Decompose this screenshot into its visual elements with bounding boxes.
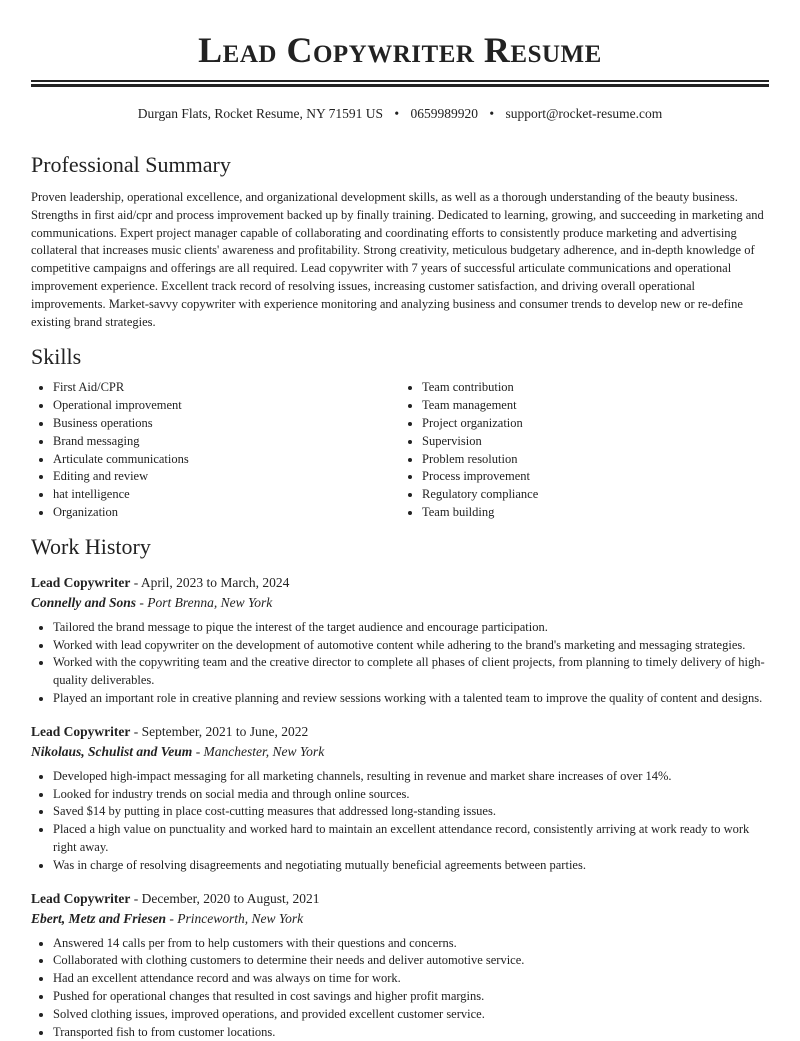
skill-item: • Articulate communications (53, 451, 400, 469)
contact-separator: • (489, 106, 494, 121)
skill-item: • Team contribution (422, 379, 769, 397)
contact-email: support@rocket-resume.com (505, 106, 662, 121)
job-company-line (31, 593, 769, 613)
job-company-line (31, 909, 769, 929)
skill-item: • Business operations (53, 415, 400, 433)
skill-item: • First Aid/CPR (53, 379, 400, 397)
job-title: Lead Copywriter (31, 724, 130, 739)
job-dates: - December, 2020 to August, 2021 (130, 891, 319, 906)
contact-address: Durgan Flats, Rocket Resume, NY 71591 US (138, 106, 383, 121)
job-bullets (31, 619, 769, 708)
job-bullet: • Looked for industry trends on social media and through online sources. (53, 786, 769, 804)
skill-item: • Process improvement (422, 468, 769, 486)
job-bullet: • Solved clothing issues, improved operations, and provided excellent customer service. (53, 1006, 769, 1024)
skill-item: • Team management (422, 397, 769, 415)
skills-list (31, 379, 769, 521)
title-divider (31, 80, 769, 87)
skill-item: • Organization (53, 504, 400, 522)
job-dates: - April, 2023 to March, 2024 (130, 575, 289, 590)
job-company: Connelly and Sons (31, 595, 136, 610)
contact-phone: 0659989920 (410, 106, 478, 121)
skill-item: • Regulatory compliance (422, 486, 769, 504)
job-title-line (31, 573, 769, 593)
job-bullet: • Played an important role in creative planning and review sessions working with a talented team to improve the quality of content and designs. (53, 690, 769, 708)
job-bullet: • Placed a high value on punctuality and worked hard to maintain an excellent attendance record, consistently arriving at work ready to work right away. (53, 821, 769, 857)
skill-item: • Problem resolution (422, 451, 769, 469)
job-entry (31, 722, 769, 875)
job-title: Lead Copywriter (31, 575, 130, 590)
job-bullet: • Had an excellent attendance record and was always on time for work. (53, 970, 769, 988)
job-bullet: • Was in charge of resolving disagreements and negotiating mutually beneficial agreements between parties. (53, 857, 769, 875)
job-bullet: • Saved $14 by putting in place cost-cutting measures that addressed long-standing issues. (53, 803, 769, 821)
skill-item: • Team building (422, 504, 769, 522)
resume-title: Lead Copywriter Resume (31, 0, 769, 72)
skill-item: • Editing and review (53, 468, 400, 486)
job-location: - Manchester, New York (192, 744, 324, 759)
job-location: - Princeworth, New York (166, 911, 303, 926)
job-bullet: • Developed high-impact messaging for all marketing channels, resulting in revenue and market share increases of over 14%. (53, 768, 769, 786)
job-entry (31, 889, 769, 1041)
job-dates: - September, 2021 to June, 2022 (130, 724, 308, 739)
job-title-line (31, 889, 769, 909)
job-bullet: • Answered 14 calls per from to help customers with their questions and concerns. (53, 935, 769, 953)
skills-column-left (31, 379, 400, 521)
job-bullet: • Tailored the brand message to pique the interest of the target audience and encourage participation. (53, 619, 769, 637)
contact-separator: • (394, 106, 399, 121)
job-entry (31, 573, 769, 708)
job-company: Nikolaus, Schulist and Veum (31, 744, 192, 759)
job-bullet: • Pushed for operational changes that resulted in cost savings and higher profit margins. (53, 988, 769, 1006)
job-title-line (31, 722, 769, 742)
job-location: - Port Brenna, New York (136, 595, 272, 610)
skill-item: • hat intelligence (53, 486, 400, 504)
job-bullets (31, 935, 769, 1041)
summary-heading: Professional Summary (31, 151, 769, 179)
job-title: Lead Copywriter (31, 891, 130, 906)
skills-heading: Skills (31, 343, 769, 371)
work-history-heading: Work History (31, 533, 769, 561)
skill-item: • Supervision (422, 433, 769, 451)
summary-text: Proven leadership, operational excellence, and organizational development skills, as well as a thorough understanding of the beauty business. Strengths in first aid/cpr and process improvement backed up by finally training. Dedicated to learning, growing, and succeeding in marketing and communications. Expert project manager capable of collaborating and coordinating efforts to consistently produce marketing and advertising collateral that increases music clients' awareness and profitability. Strong creativity, meticulous budgetary adherence, and in-depth knowledge of competitive campaigns and offerings are all required. Lead copywriter with 7 years of successful articulate communications and operational improvement experience. Excellent track record of resolving issues, increasing customer satisfaction, and driving overall operational improvements. Market-savvy copywriter with experience monitoring and analyzing business and consumer trends to develop new or re-define existing brand strategies. (31, 189, 769, 331)
contact-line (31, 105, 769, 123)
job-bullet: • Worked with lead copywriter on the development of automotive content while adhering to the brand's marketing and messaging strategies. (53, 637, 769, 655)
job-company-line (31, 742, 769, 762)
job-bullet: • Worked with the copywriting team and the creative director to complete all phases of client projects, from planning to timely delivery of high-quality deliverables. (53, 654, 769, 690)
skill-item: • Project organization (422, 415, 769, 433)
job-company: Ebert, Metz and Friesen (31, 911, 166, 926)
skills-column-right (400, 379, 769, 521)
skill-item: • Brand messaging (53, 433, 400, 451)
job-bullet: • Collaborated with clothing customers to determine their needs and deliver automotive service. (53, 952, 769, 970)
job-bullets (31, 768, 769, 875)
job-bullet: • Transported fish to from customer locations. (53, 1024, 769, 1041)
skill-item: • Operational improvement (53, 397, 400, 415)
